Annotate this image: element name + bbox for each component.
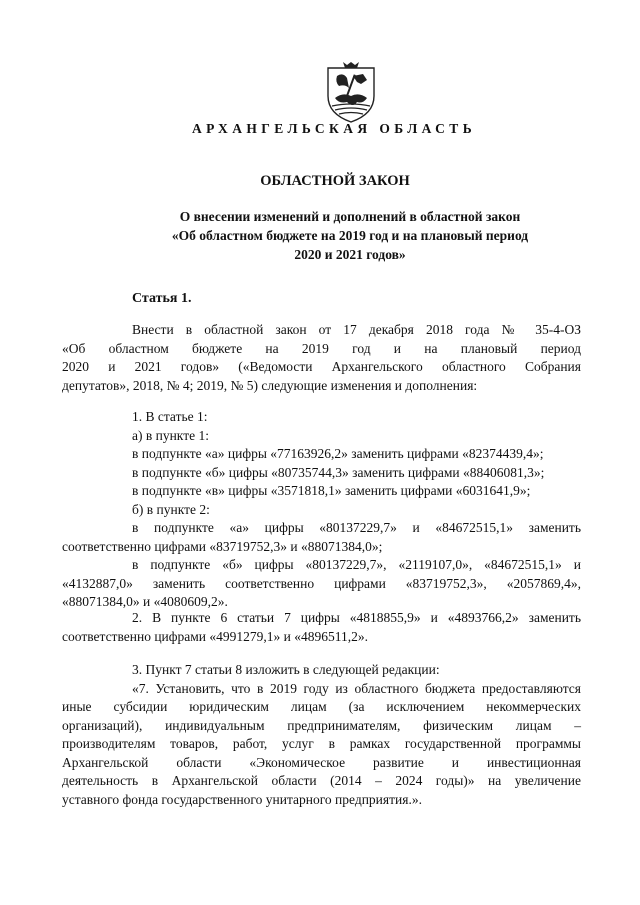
item-3-line: производителям товаров, работ, услуг в рамках государственной программы	[62, 736, 581, 751]
item-1-line: в подпункте «б» цифры «80735744,3» заменить цифрами «88406081,3»;	[132, 464, 545, 480]
item-1-line: в подпункте «а» цифры «80137229,7» и «84672515,1» заменить	[132, 520, 581, 535]
item-1-line: б) в пункте 2:	[132, 501, 210, 517]
intro-line: 2020 и 2021 годов» («Ведомости Архангельского областного Собрания	[62, 359, 581, 374]
item-2-line: соответственно цифрами «4991279,1» и «4896511,2».	[62, 628, 368, 644]
item-3-line: 3. Пункт 7 статьи 8 изложить в следующей редакции:	[132, 662, 440, 677]
item-3-line: организаций), индивидуальным предпринимателям, физическим лицам –	[62, 717, 581, 733]
item-3-line: деятельность в Архангельской области (2014 – 2024 годы)» на увеличение	[62, 773, 581, 788]
region-name: АРХАНГЕЛЬСКАЯ ОБЛАСТЬ	[191, 121, 477, 136]
item-3-line: «7. Установить, что в 2019 году из областного бюджета предоставляются	[132, 680, 581, 696]
intro-line: Внести в областной закон от 17 декабря 2018 года № 35-4-ОЗ	[132, 322, 581, 337]
law-type-heading: ОБЛАСТНОЙ ЗАКОН	[260, 173, 410, 189]
law-title-line: «Об областном бюджете на 2019 год и на плановый период	[171, 228, 529, 243]
item-2	[62, 609, 581, 646]
item-2-line: 2. В пункте 6 статьи 7 цифры «4818855,9» и «4893766,2» заменить	[132, 610, 581, 625]
item-1-line: 1. В статье 1:	[132, 409, 208, 424]
item-1-line: а) в пункте 1:	[132, 427, 209, 443]
law-title	[130, 207, 570, 264]
item-1-line: в подпункте «б» цифры «80137229,7», «2119107,0», «84672515,1» и	[132, 557, 581, 572]
item-3-line: иные субсидии юридическим лицам (за исключением некоммерческих	[62, 699, 581, 714]
article-intro	[62, 321, 581, 395]
item-1-line: в подпункте «в» цифры «3571818,1» заменить цифрами «6031641,9»;	[132, 483, 531, 498]
item-1-line: соответственно цифрами «83719752,3» и «88071384,0»;	[62, 538, 383, 554]
intro-line: «Об областном бюджете на 2019 год и на плановый период	[62, 340, 581, 356]
article-heading: Статья 1.	[132, 291, 192, 306]
item-3-line: уставного фонда государственного унитарного предприятия.».	[62, 791, 422, 807]
law-title-line: 2020 и 2021 годов»	[294, 247, 406, 262]
item-1	[62, 408, 581, 612]
item-1-line: в подпункте «а» цифры «77163926,2» заменить цифрами «82374439,4»;	[132, 446, 544, 461]
item-1-line: «4132887,0» заменить соответственно цифрами «83719752,3», «2057869,4»,	[62, 575, 581, 591]
item-1-line: «88071384,0» и «4080609,2».	[62, 594, 228, 609]
coat-of-arms-emblem	[323, 62, 379, 124]
law-title-line: О внесении изменений и дополнений в областной закон	[179, 209, 521, 224]
item-3	[62, 661, 581, 809]
item-3-line: Архангельской области «Экономическое развитие и инвестиционная	[62, 754, 581, 770]
intro-line: депутатов», 2018, № 4; 2019, № 5) следующие изменения и дополнения:	[62, 377, 478, 393]
